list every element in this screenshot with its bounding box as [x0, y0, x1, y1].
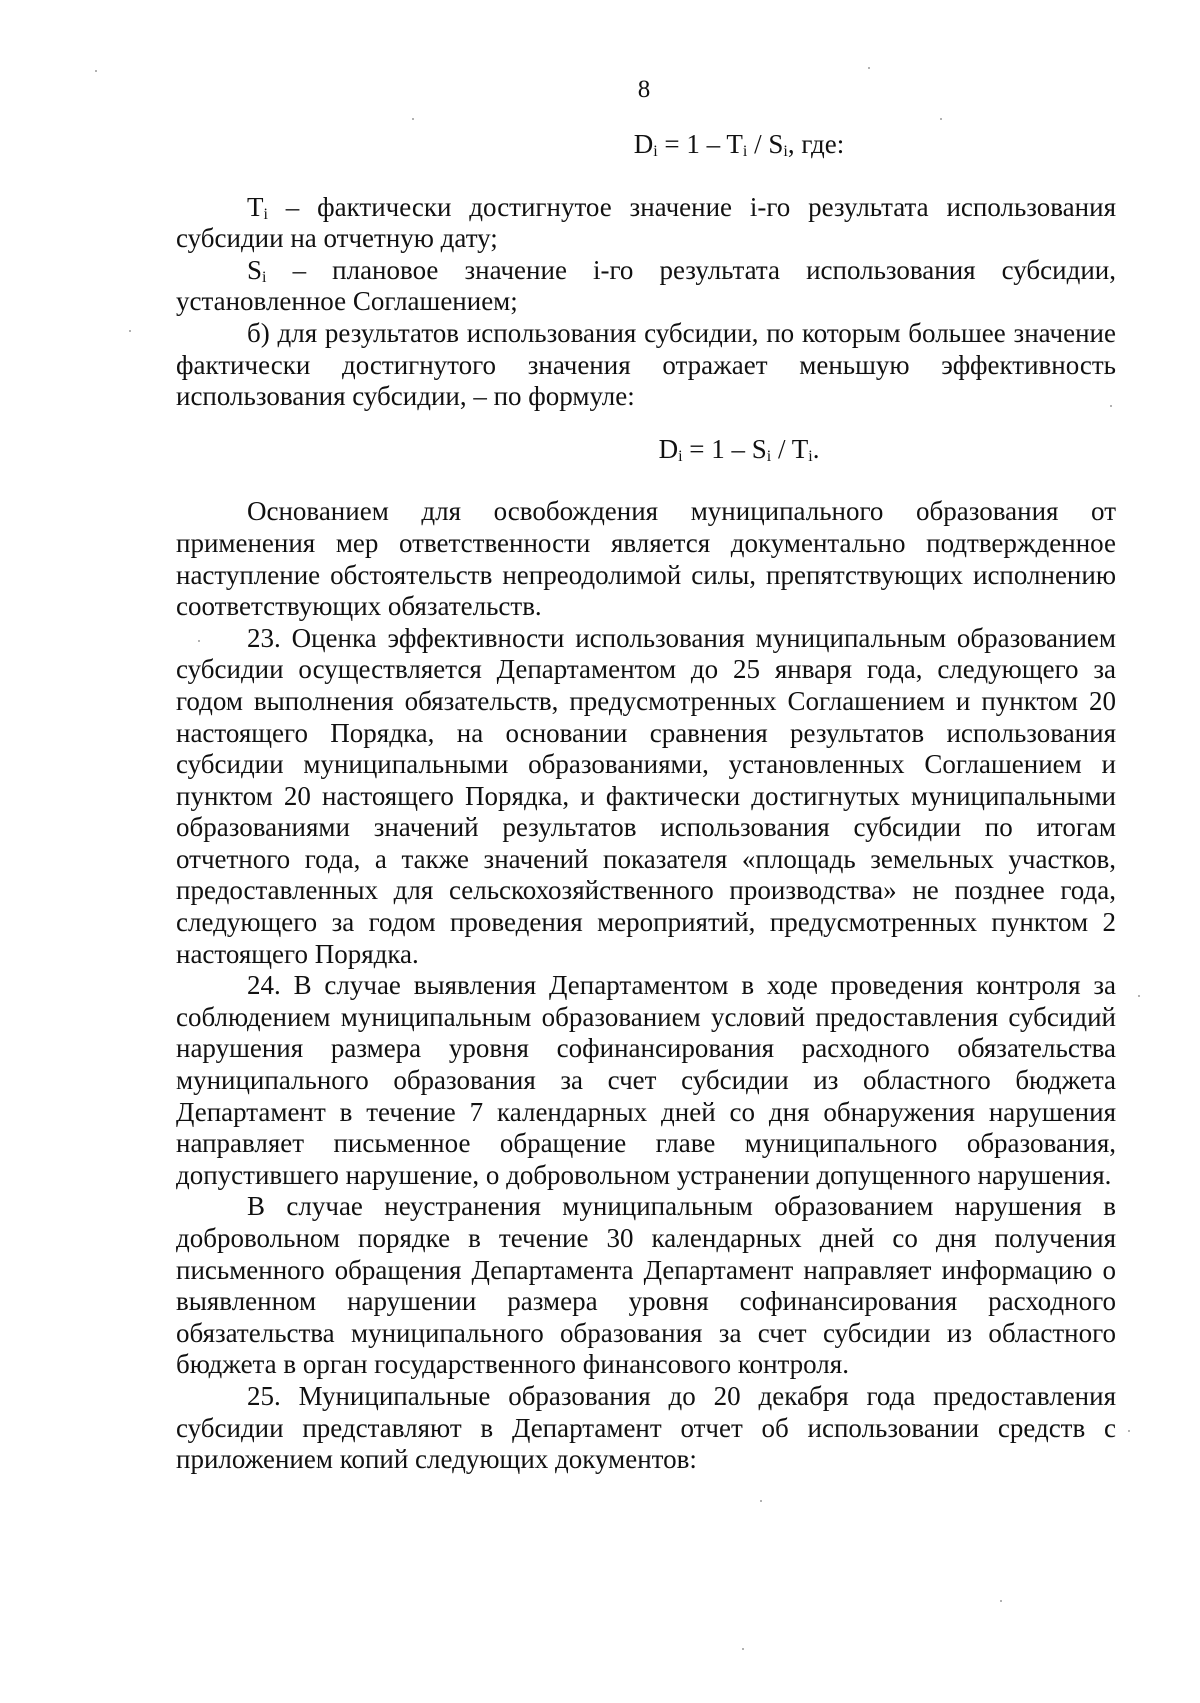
scan-speck — [412, 118, 414, 120]
scan-speck — [742, 1648, 744, 1650]
paragraph-b: б) для результатов использования субсидии, по которым большее значение фактически достигнутого значения отражает меньшую эффективность использования субсидии, – по формуле: — [176, 317, 1116, 412]
formula-term: = 1 – T — [657, 129, 743, 159]
formula-subscript: i — [742, 143, 748, 160]
paragraph-24-continued: В случае неустранения муниципальным образованием нарушения в добровольном порядке в течение 30 календарных дней со дня получения письменного обращения Департамента Департамент направляет информацию о выявленном нарушении размера уровня софинансирования расходного обязательства муниципального образования за счет субсидии из областного бюджета в орган государственного финансового контроля. — [176, 1191, 1116, 1380]
scan-speck — [129, 330, 131, 332]
formula-term: = 1 – S — [682, 433, 767, 464]
formula-di-1 — [176, 129, 1116, 161]
formula-term: . — [812, 433, 820, 464]
formula-subscript: i — [766, 447, 772, 465]
paragraph-basis: Основанием для освобождения муниципального образования от применения мер ответственности является документально подтвержденное наступление обстоятельств непреодолимой силы, препятствующих исполнению соответствующих обязательств. — [176, 496, 1116, 622]
scan-speck — [1128, 1430, 1130, 1432]
formula-term: / S — [747, 129, 784, 159]
scan-speck — [1138, 995, 1140, 997]
scan-speck — [868, 67, 870, 69]
scan-speck — [760, 1500, 762, 1502]
definition-subscript: i — [263, 205, 268, 223]
formula-term: , где: — [787, 129, 845, 159]
scan-speck — [95, 70, 97, 72]
formula-subscript: i — [783, 143, 788, 160]
definition-symbol: T — [247, 191, 264, 222]
paragraph-23: 23. Оценка эффективности использования муниципальным образованием субсидии осуществляется Департаментом до 25 января года, следующего за годом выполнения обязательств, предусмотренных Соглашением и пунктом 20 настоящего Порядка, на основании сравнения результатов использования субсидии муниципальными образованиями, установленных Соглашением и пунктом 20 настоящего Порядка, и фактически достигнутых муниципальными образованиями значений результатов использования субсидии по итогам отчетного года, а также значений показателя «площадь земельных участков, предоставленных для сельскохозяйственного производства» не позднее года, следующего за годом проведения мероприятий, предусмотренных пунктом 2 настоящего Порядка. — [176, 622, 1116, 969]
formula-subscript: i — [808, 447, 813, 465]
definition-text: – фактически достигнутое значение i-го результата использования субсидии на отчетную дату; — [176, 191, 1116, 254]
definition-ti — [176, 192, 1116, 255]
paragraph-25: 25. Муниципальные образования до 20 декабря года предоставления субсидии представляют в Департамент отчет об использовании средств с приложением копий следующих документов: — [176, 1380, 1116, 1475]
definition-text: – плановое значение i-го результата использования субсидии, установленное Соглашением; — [176, 254, 1116, 317]
formula-term: D — [658, 433, 679, 464]
formula-di-2 — [176, 434, 1116, 466]
page-number: 8 — [637, 76, 651, 103]
definition-symbol: S — [247, 254, 263, 285]
scan-speck — [940, 118, 942, 120]
scan-speck — [198, 640, 200, 642]
paragraph-24: 24. В случае выявления Департаментом в ходе проведения контроля за соблюдением муниципальным образованием условий предоставления субсидий нарушения размера уровня софинансирования расходного обязательства муниципального образования за счет субсидии из областного бюджета Департамент в течение 7 календарных дней со дня обнаружения нарушения направляет письменное обращение главе муниципального образования, допустившего нарушение, о добровольном устранении допущенного нарушения. — [176, 970, 1116, 1190]
formula-term: D — [633, 129, 654, 159]
formula-subscript: i — [653, 143, 658, 160]
definition-si — [176, 255, 1116, 318]
formula-subscript: i — [678, 447, 683, 465]
scan-speck — [1000, 1600, 1002, 1602]
scan-speck — [1110, 405, 1112, 407]
formula-term: / T — [771, 433, 809, 464]
definition-subscript: i — [262, 268, 267, 286]
document-body — [176, 129, 1116, 1476]
